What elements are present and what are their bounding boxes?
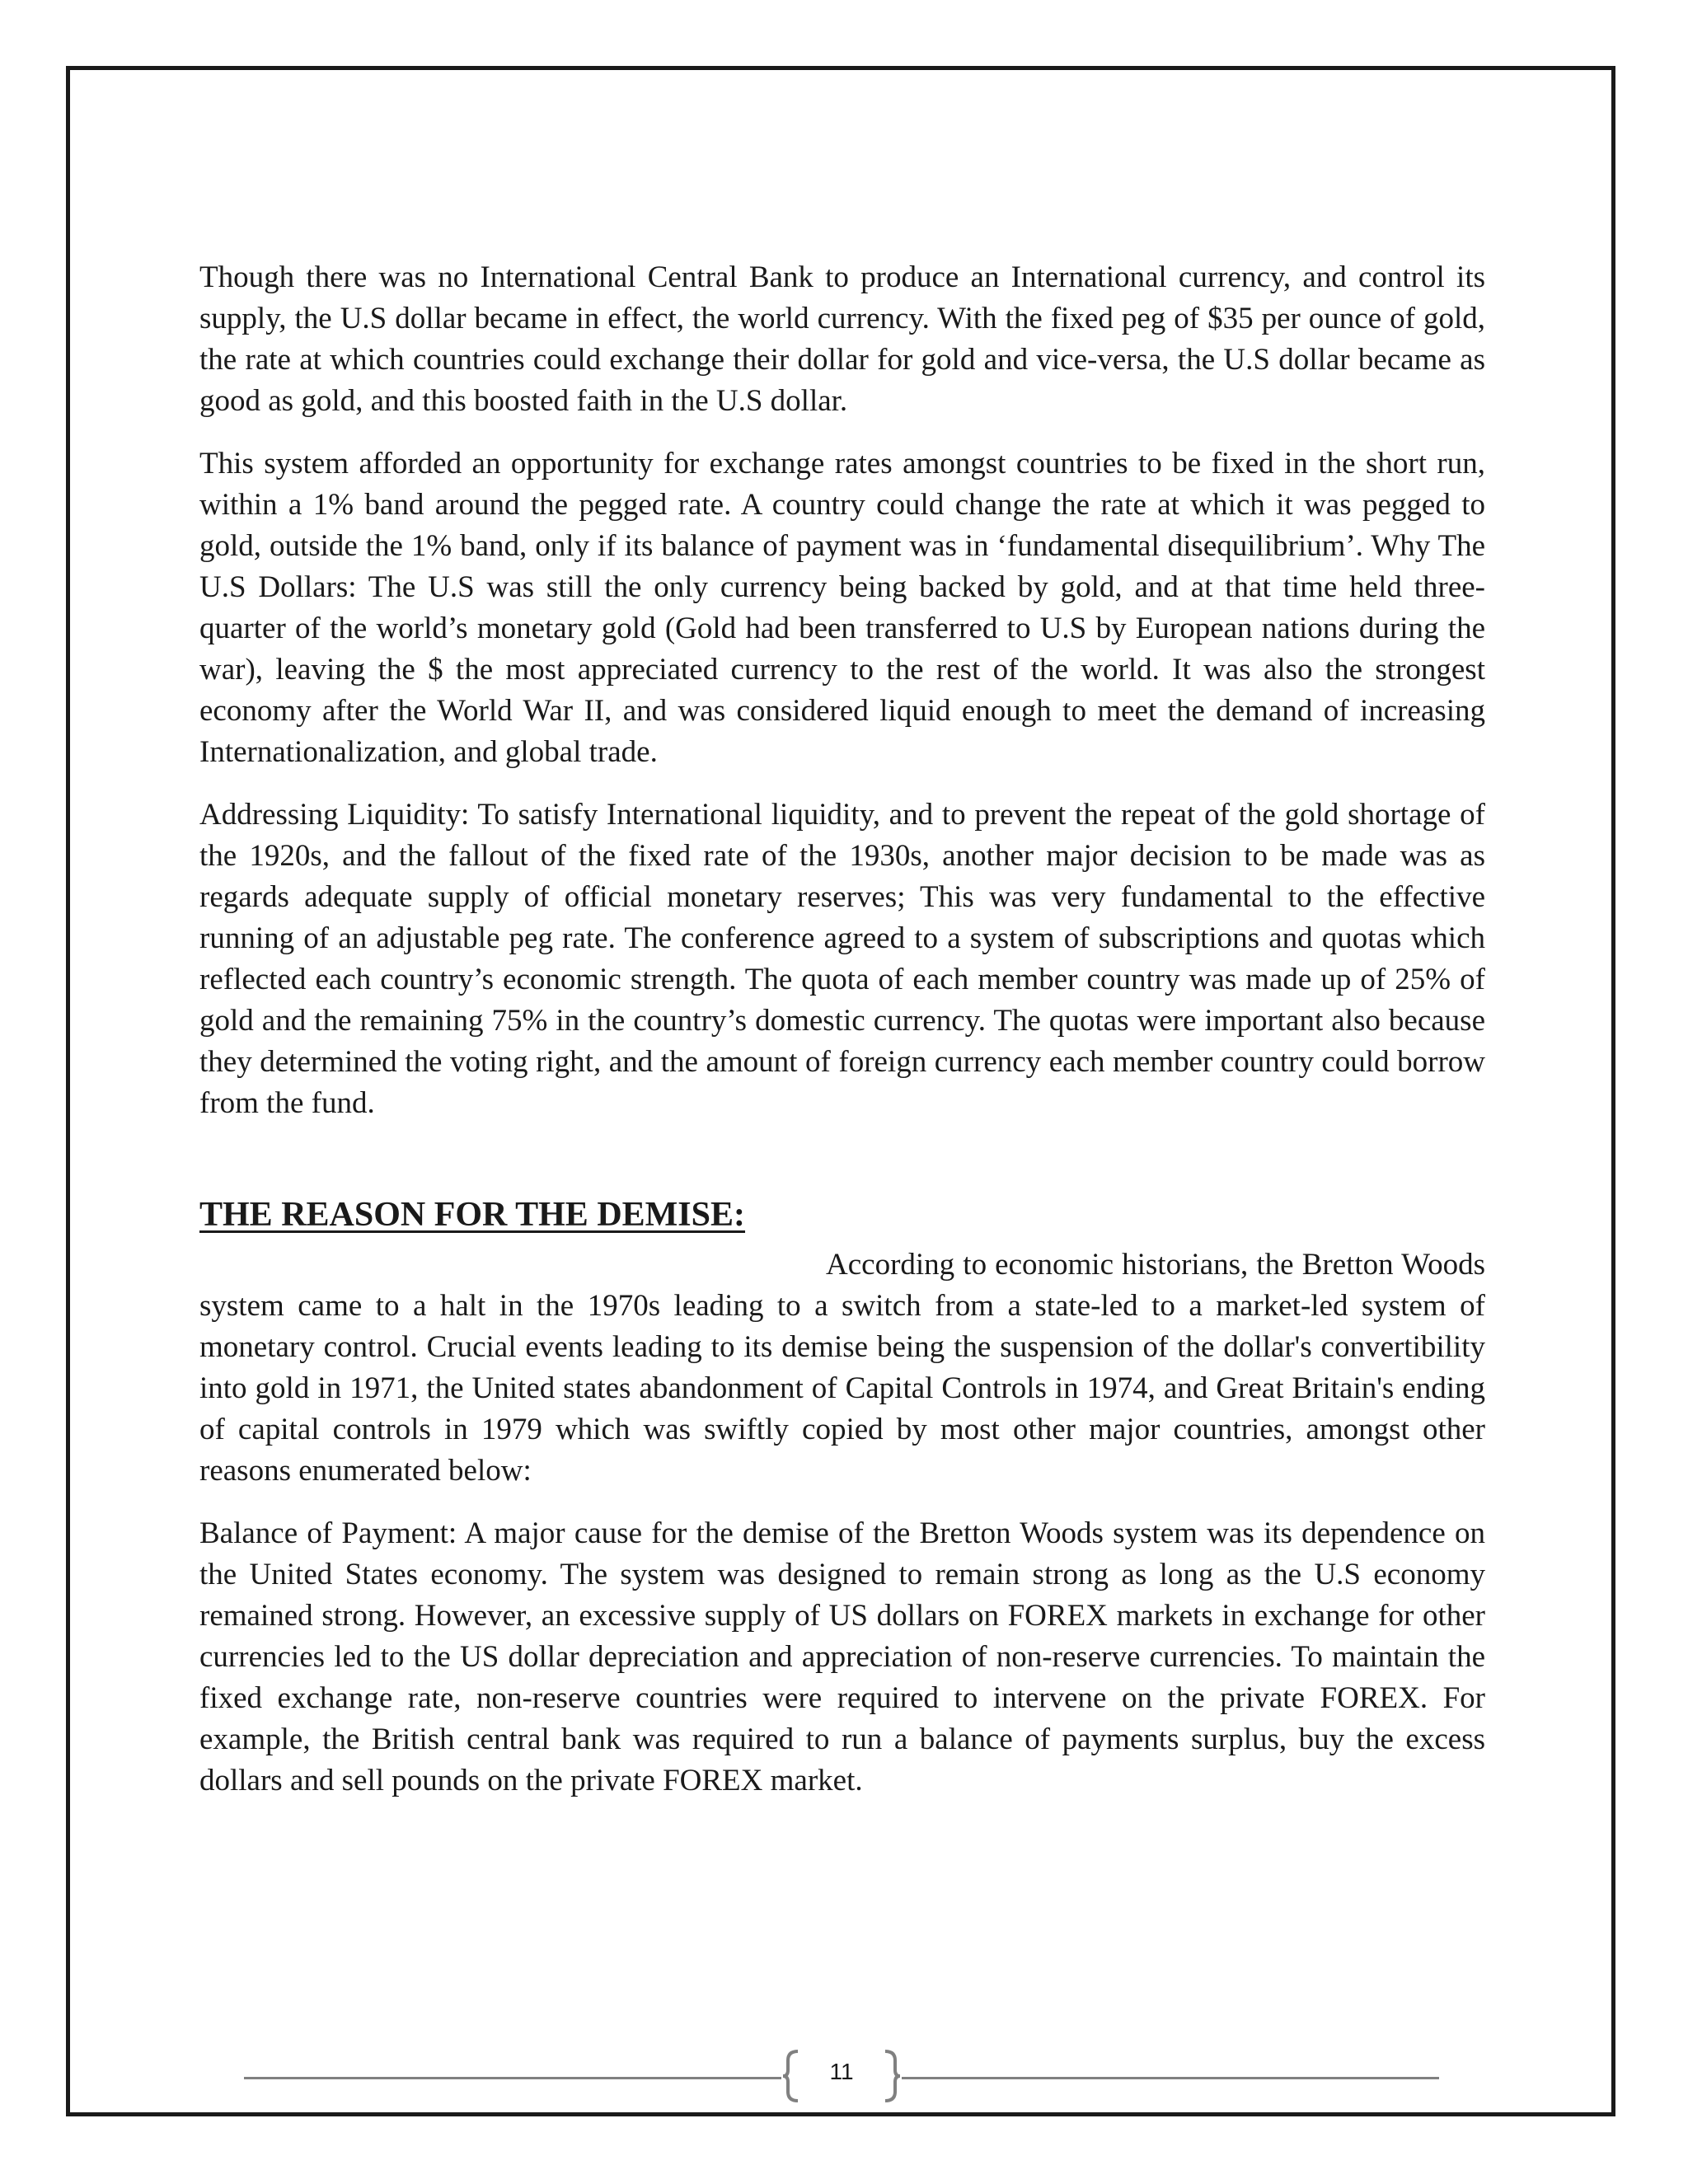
document-body bbox=[199, 257, 1485, 1823]
footer-rule-left bbox=[244, 2077, 781, 2079]
paragraph-balance-of-payment: Balance of Payment: A major cause for the demise of the Bretton Woods system was its dependence on the United States economy. The system was designed to remain strong as long as the U.S economy remained strong. However, an excessive supply of US dollars on FOREX markets in exchange for other currencies led to the US dollar depreciation and appreciation of non-reserve currencies. To maintain the fixed exchange rate, non-reserve countries were required to intervene on the private FOREX. For example, the British central bank was required to run a balance of payments surplus, buy the excess dollars and sell pounds on the private FOREX market. bbox=[199, 1516, 1485, 1797]
page-footer bbox=[0, 2046, 1688, 2111]
paragraph-international-currency: Though there was no International Central Bank to produce an International currency, and control its supply, the U.S dollar became in effect, the world currency. With the fixed peg of $35 per ounce of gold, the rate at which countries could exchange their dollar for gold and vice-versa, the U.S dollar became as good as gold, and this boosted faith in the U.S dollar. bbox=[199, 260, 1485, 418]
footer-rule-right bbox=[902, 2077, 1439, 2079]
left-brace-icon bbox=[781, 2049, 803, 2103]
right-brace-icon bbox=[880, 2049, 902, 2103]
section-heading: THE REASON FOR THE DEMISE: bbox=[199, 1196, 746, 1234]
paragraph-exchange-rate-system: This system afforded an opportunity for exchange rates amongst countries to be fixed in the short run, within a 1% band around the pegged rate. A country could change the rate at which it was pegged to gold, outside the 1% band, only if its balance of payment was in ‘fundamental disequilibrium’. Why The U.S Dollars: The U.S was still the only currency being backed by gold, and at that time held three-quarter of the world’s monetary gold (Gold had been transferred to U.S by European nations during the war), leaving the $ the most appreciated currency to the rest of the world. It was also the strongest economy after the World War II, and was considered liquid enough to meet the demand of increasing Internationalization, and global trade. bbox=[199, 447, 1485, 769]
page-number: 11 bbox=[829, 2059, 854, 2084]
paragraph-addressing-liquidity: Addressing Liquidity: To satisfy International liquidity, and to prevent the repeat of the gold shortage of the 1920s, and the fallout of the fixed rate of the 1930s, another major decision to be made was as regards adequate supply of official monetary reserves; This was very fundamental to the effective running of an adjustable peg rate. The conference agreed to a system of subscriptions and quotas which reflected each country’s economic strength. The quota of each member country was made up of 25% of gold and the remaining 75% in the country’s domestic currency. The quotas were important also because they determined the voting right, and the amount of foreign currency each member country could borrow from the fund. bbox=[199, 798, 1485, 1120]
paragraph-economic-historians: According to economic historians, the Bretton Woods system came to a halt in the 1970s leading to a switch from a state-led to a market-led system of monetary control. Crucial events leading to its demise being the suspension of the dollar's convertibility into gold in 1971, the United states abandonment of Capital Controls in 1974, and Great Britain's ending of capital controls in 1979 which was swiftly copied by most other major countries, amongst other reasons enumerated below: bbox=[199, 1248, 1485, 1488]
